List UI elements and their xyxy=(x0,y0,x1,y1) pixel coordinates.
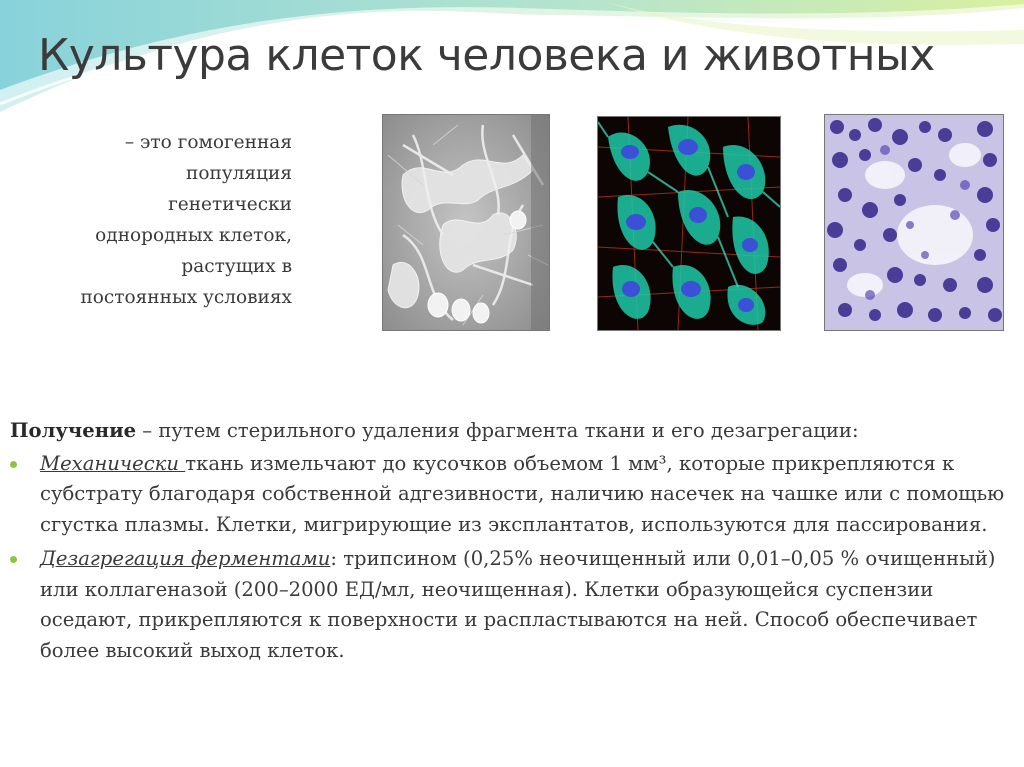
bullet-dot-icon xyxy=(10,461,17,468)
slide-title: Культура клеток человека и животных xyxy=(38,30,935,81)
bullet-dot-icon xyxy=(10,556,17,563)
bullet-text: : трипсином (0,25% неочищенный или 0,01–0,05 % очищенный) или коллагеназой (200–2000 ЕД/мл, неочищенная). Клетки образующейся суспензии оседают, прикрепляются к поверхности и распластываются на ней. Способ обеспечивает более высокий выход клеток. xyxy=(40,547,996,662)
definition-line: однородных клеток, xyxy=(95,225,292,246)
definition-line: генетически xyxy=(168,194,292,215)
list-item xyxy=(10,449,1010,541)
list-item xyxy=(10,544,1010,666)
definition-line: популяция xyxy=(185,163,292,184)
bullet-list xyxy=(10,449,1010,667)
main-content xyxy=(10,416,1010,670)
bullet-term: Механически xyxy=(40,451,186,475)
electron-micrograph-image xyxy=(382,114,550,331)
bullet-term: Дезагрегация ферментами xyxy=(40,547,331,570)
definition-text xyxy=(20,127,292,313)
definition-line: – это гомогенная xyxy=(124,132,292,153)
intro-paragraph xyxy=(10,416,1010,447)
definition-line: постоянных условиях xyxy=(80,287,292,308)
bullet-text: ткань измельчают до кусочков объемом 1 мм³, которые прикрепляются к субстрату благодаря собственной адгезивности, наличию насечек на чашке или с помощью сгустка плазмы. Клетки, мигрирующие из эксплантатов, используются для пассирования. xyxy=(40,451,1005,536)
intro-text: – путем стерильного удаления фрагмента ткани и его дезагрегации: xyxy=(136,419,859,442)
stained-cells-image xyxy=(824,114,1004,331)
intro-bold-term: Получение xyxy=(10,419,137,442)
fluorescent-cells-image xyxy=(597,116,781,331)
definition-line: растущих в xyxy=(181,256,292,277)
